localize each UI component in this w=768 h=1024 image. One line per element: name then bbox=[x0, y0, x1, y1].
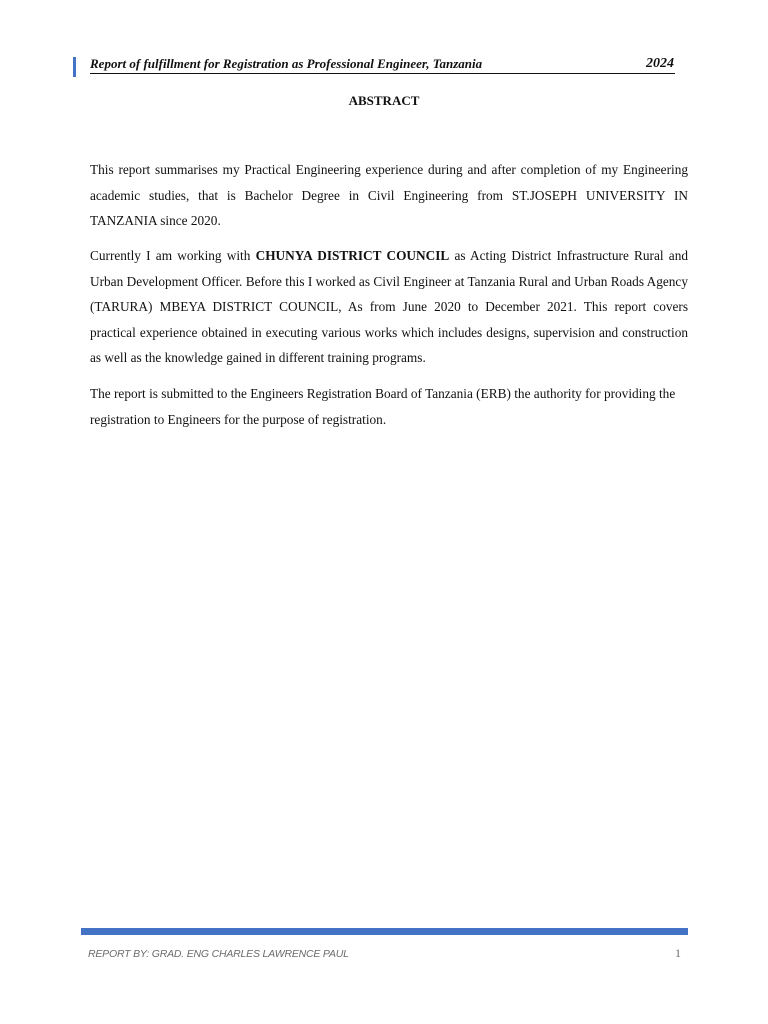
employer-name: CHUNYA DISTRICT COUNCIL bbox=[255, 248, 450, 263]
paragraph-2-text bbox=[90, 243, 688, 371]
paragraph-1-text: This report summarises my Practical Engineering experience during and after completion of my Engineering academic studies, that is Bachelor Degree in Civil Engineering from ST.JOSEPH UNIVERSITY IN TANZANIA since 2020. bbox=[90, 162, 688, 228]
header-accent-bar bbox=[73, 57, 76, 77]
page-header bbox=[90, 56, 675, 74]
paragraph-2-rest: as Acting District Infrastructure Rural and Urban Development Officer. Before this I worked as Civil Engineer at Tanzania Rural and Urban Roads Agency (TARURA) MBEYA DISTRICT COUNCIL, As from June 2020 to December 2021. This report covers practical experience obtained in executing various works which includes designs, supervision and construction as well as the knowledge gained in different training programs. bbox=[90, 248, 688, 365]
paragraph-1 bbox=[90, 157, 688, 234]
footer-rule bbox=[81, 928, 688, 935]
abstract-heading: ABSTRACT bbox=[348, 93, 420, 108]
paragraph-3-text: The report is submitted to the Engineers Registration Board of Tanzania (ERB) the authority for providing the registration to Engineers for the purpose of registration. bbox=[90, 386, 676, 427]
paragraph-2-intro: Currently I am working with bbox=[90, 248, 256, 263]
header-title: Report of fulfillment for Registration as Professional Engineer, Tanzania bbox=[90, 56, 483, 71]
paragraph-3 bbox=[90, 381, 688, 432]
page-number: 1 bbox=[675, 946, 681, 960]
header-year: 2024 bbox=[646, 56, 674, 71]
paragraph-2 bbox=[90, 243, 688, 371]
footer-author: REPORT BY: GRAD. ENG CHARLES LAWRENCE PAUL bbox=[88, 948, 349, 960]
